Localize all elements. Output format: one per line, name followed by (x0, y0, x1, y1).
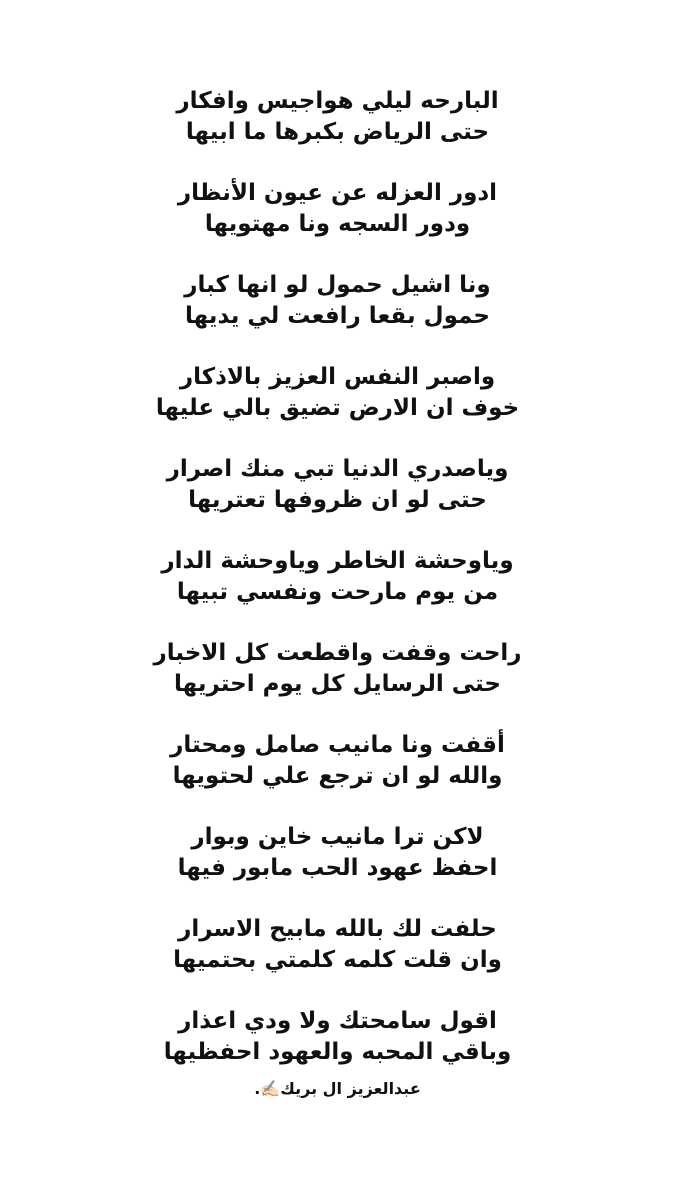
verse-line: راحت وقفت واقطعت كل الاخبار (153, 640, 522, 666)
stanza-9 (0, 822, 675, 884)
stanza-5 (0, 454, 675, 516)
stanza-3 (0, 270, 675, 332)
stanza-1 (0, 86, 675, 148)
author-signature: عبدالعزيز ال بريك✍🏻. (254, 1079, 421, 1098)
verse-line: ادور العزله عن عيون الأنظار (177, 180, 498, 206)
verse-line: اقول سامحتك ولا ودي اعذار (178, 1008, 497, 1034)
verse-line: خوف ان الارض تضيق بالي عليها (155, 395, 520, 421)
stanza-8 (0, 730, 675, 792)
stanza-6 (0, 546, 675, 608)
verse-line: ودور السجه ونا مهتويها (204, 211, 471, 237)
stanza-11 (0, 1006, 675, 1068)
verse-line: حمول بقعا رافعت لي يديها (184, 303, 490, 329)
poem (0, 86, 675, 1098)
verse-line: حتى الرياض بكبرها ما ابيها (185, 119, 490, 145)
stanza-7 (0, 638, 675, 700)
verse-line: احفظ عهود الحب مابور فيها (177, 855, 498, 881)
verse-line: لاكن ترا مانيب خاين وبوار (191, 824, 484, 850)
verse-line: البارحه ليلي هواجيس وافكار (176, 88, 499, 114)
verse-line: أقفت ونا مانيب صامل ومحتار (170, 732, 505, 758)
verse-line: حتى الرسايل كل يوم احتريها (174, 671, 501, 697)
verse-line: حلفت لك بالله مابيح الاسرار (178, 916, 497, 942)
stanza-2 (0, 178, 675, 240)
verse-line: وباقي المحبه والعهود احفظيها (163, 1039, 512, 1065)
verse-line: واصبر النفس العزيز بالاذكار (179, 364, 496, 390)
verse-line: وياصدري الدنيا تبي منك اصرار (166, 456, 509, 482)
verse-line: حتى لو ان ظروفها تعتريها (188, 487, 487, 513)
verse-line: وان قلت كلمه كلمتي بحتميها (173, 947, 502, 973)
stanza-10 (0, 914, 675, 976)
verse-line: ونا اشيل حمول لو انها كبار (184, 272, 491, 298)
verse-line: وياوحشة الخاطر وياوحشة الدار (161, 548, 514, 574)
verse-line: من يوم مارحت ونفسي تبيها (176, 579, 499, 605)
verse-line: والله لو ان ترجع علي لحتويها (172, 763, 503, 789)
stanza-4 (0, 362, 675, 424)
